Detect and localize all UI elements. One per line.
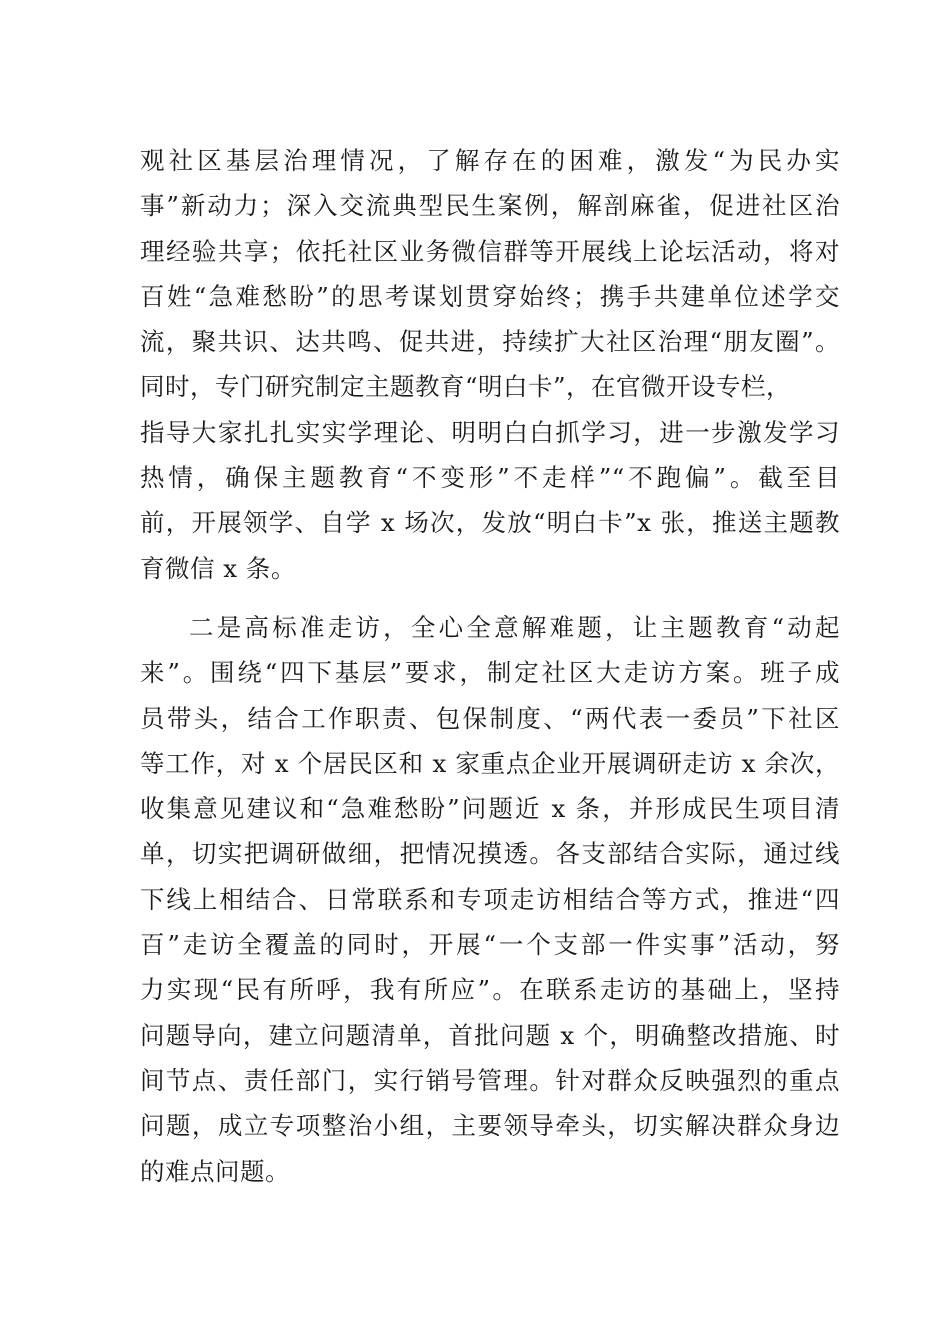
- paragraph-line: 单，切实把调研做细，把情况摸透。各支部结合实际，通过线: [140, 839, 840, 869]
- paragraph-2: [140, 605, 840, 1194]
- paragraph-line: 前，开展领学、自学 x 场次，发放“明白卡”x 张，推送主题教: [140, 508, 840, 538]
- paragraph-line: 观社区基层治理情况，了解存在的困难，激发“为民办实: [140, 146, 840, 175]
- paragraph-line: 指导大家扎扎实实学理论、明明白白抓学习，进一步激发学习: [140, 417, 840, 447]
- paragraph-line: 收集意见建议和“急难愁盼”问题近 x 条，并形成民生项目清: [140, 794, 840, 824]
- paragraph-line: 等工作，对 x 个居民区和 x 家重点企业开展调研走访 x 余次，: [140, 748, 840, 778]
- paragraph-line: 员带头，结合工作职责、包保制度、“两代表一委员”下社区: [140, 703, 840, 733]
- paragraph-line: 育微信 x 条。: [140, 553, 296, 583]
- paragraph-line: 流，聚共识、达共鸣、促共进，持续扩大社区治理“朋友圈”。: [140, 327, 840, 357]
- paragraph-line: 事”新动力；深入交流典型民生案例，解剖麻雀，促进社区治: [140, 191, 840, 221]
- paragraph-spacing: [140, 591, 840, 605]
- paragraph-line: 的难点问题。: [140, 1156, 290, 1186]
- paragraph-line: 来”。围绕“四下基层”要求，制定社区大走访方案。班子成: [140, 658, 840, 688]
- paragraph-line: 理经验共享；依托社区业务微信群等开展线上论坛活动，将对: [140, 236, 840, 266]
- paragraph-line: 二是高标准走访，全心全意解难题，让主题教育“动起: [189, 612, 840, 642]
- paragraph-line: 力实现“民有所呼，我有所应”。在联系走访的基础上，坚持: [140, 975, 840, 1005]
- paragraph-line: 问题，成立专项整治小组，主要领导牵头，切实解决群众身边: [140, 1111, 840, 1141]
- paragraph-line: 同时，专门研究制定主题教育“明白卡”，在官微开设专栏，: [140, 372, 792, 402]
- paragraph-1-continued: [140, 138, 840, 591]
- paragraph-line: 下线上相结合、日常联系和专项走访相结合等方式，推进“四: [140, 884, 840, 914]
- paragraph-line: 热情，确保主题教育“不变形”不走样”“不跑偏”。截至目: [140, 463, 840, 493]
- paragraph-line: 百姓“急难愁盼”的思考谋划贯穿始终；携手共建单位述学交: [140, 281, 840, 311]
- paragraph-line: 百”走访全覆盖的同时，开展“一个支部一件实事”活动，努: [140, 930, 840, 960]
- paragraph-line: 间节点、责任部门，实行销号管理。针对群众反映强烈的重点: [140, 1065, 840, 1095]
- paragraph-line: 问题导向，建立问题清单，首批问题 x 个，明确整改措施、时: [140, 1020, 840, 1050]
- document-body: [140, 138, 840, 1194]
